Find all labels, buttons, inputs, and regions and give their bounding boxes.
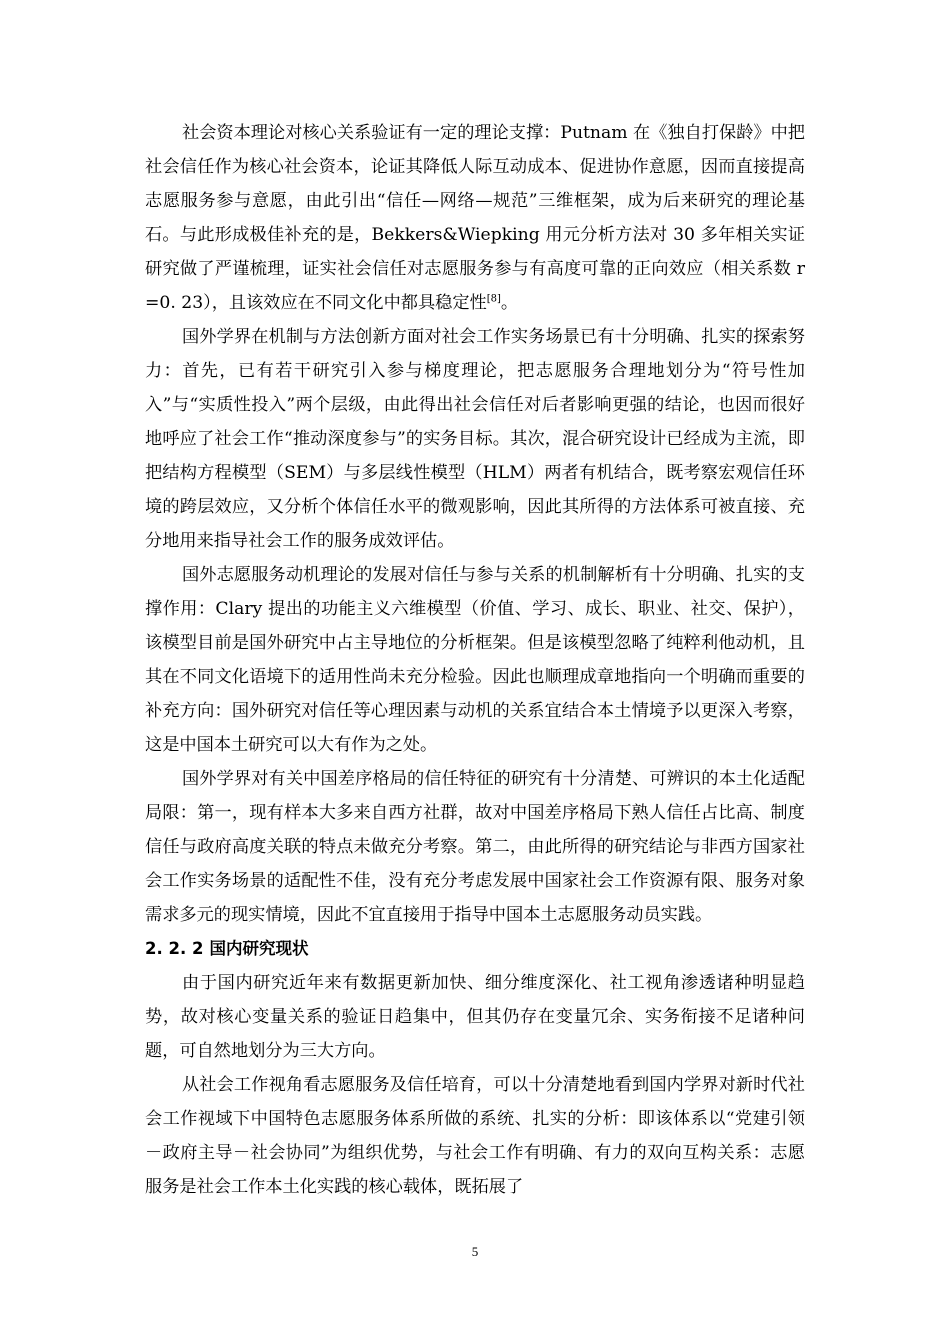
paragraph-localization-limits: 国外学界对有关中国差序格局的信任特征的研究有十分清楚、可辨识的本土化适配局限：第一，现有样本大多来自西方社群，故对中国差序格局下熟人信任占比高、制度信任与政府高度关联的特点未做充分考察。第二，由此所得的研究结论与非西方国家社会工作实务场景的适配性不佳，没有充分考虑发展中国家社会工作资源有限、服务对象需求多元的现实情境，因此不宜直接用于指导中国本土志愿服务动员实践。 [145,769,805,925]
page-number: 5 [471,1244,479,1259]
section-title: 国内研究现状 [209,939,309,958]
section-heading [145,932,805,966]
citation-marker: [8] [486,293,501,305]
document-body [145,116,805,1204]
paragraph-social-work-perspective: 从社会工作视角看志愿服务及信任培育，可以十分清楚地看到国内学界对新时代社会工作视域下中国特色志愿服务体系所做的系统、扎实的分析：即该体系以“党建引领－政府主导－社会协同”为组织优势，与社会工作有明确、有力的双向互构关系：志愿服务是社会工作本土化实践的核心载体，既拓展了 [145,1075,805,1197]
paragraph-social-capital-theory [145,116,805,320]
paragraph-motivation-theory: 国外志愿服务动机理论的发展对信任与参与关系的机制解析有十分明确、扎实的支撑作用：Clary 提出的功能主义六维模型（价值、学习、成长、职业、社交、保护），该模型目前是国外研究中占主导地位的分析框架。但是该模型忽略了纯粹利他动机，且其在不同文化语境下的适用性尚未充分检验。因此也顺理成章地指向一个明确而重要的补充方向：国外研究对信任等心理因素与动机的关系宜结合本土情境予以更深入考察，这是中国本土研究可以大有作为之处。 [145,565,805,755]
paragraph-mechanism-method: 国外学界在机制与方法创新方面对社会工作实务场景已有十分明确、扎实的探索努力：首先，已有若干研究引入参与梯度理论，把志愿服务合理地划分为“符号性加入”与“实质性投入”两个层级，由此得出社会信任对后者影响更强的结论，也因而很好地呼应了社会工作“推动深度参与”的实务目标。其次，混合研究设计已经成为主流，即把结构方程模型（SEM）与多层线性模型（HLM）两者有机结合，既考察宏观信任环境的跨层效应，又分析个体信任水平的微观影响，因此其所得的方法体系可被直接、充分地用来指导社会工作的服务成效评估。 [145,327,805,551]
paragraph-tail: 。 [500,293,519,313]
section-number: 2. 2. 2 [145,939,204,958]
paragraph-domestic-trends: 由于国内研究近年来有数据更新加快、细分维度深化、社工视角渗透诸种明显趋势，故对核心变量关系的验证日趋集中，但其仍存在变量冗余、实务衔接不足诸种问题，可自然地划分为三大方向。 [145,973,805,1061]
paragraph-text: 社会资本理论对核心关系验证有一定的理论支撑：Putnam 在《独自打保龄》中把社会信任作为核心社会资本，论证其降低人际互动成本、促进协作意愿，因而直接提高志愿服务参与意愿，由此引出“信任—网络—规范”三维框架，成为后来研究的理论基石。与此形成极佳补充的是，Bekkers&Wiepking 用元分析方法对 30 多年相关实证研究做了严谨梳理，证实社会信任对志愿服务参与有高度可靠的正向效应（相关系数 r=0. 23），且该效应在不同文化中都具稳定性 [145,123,805,313]
